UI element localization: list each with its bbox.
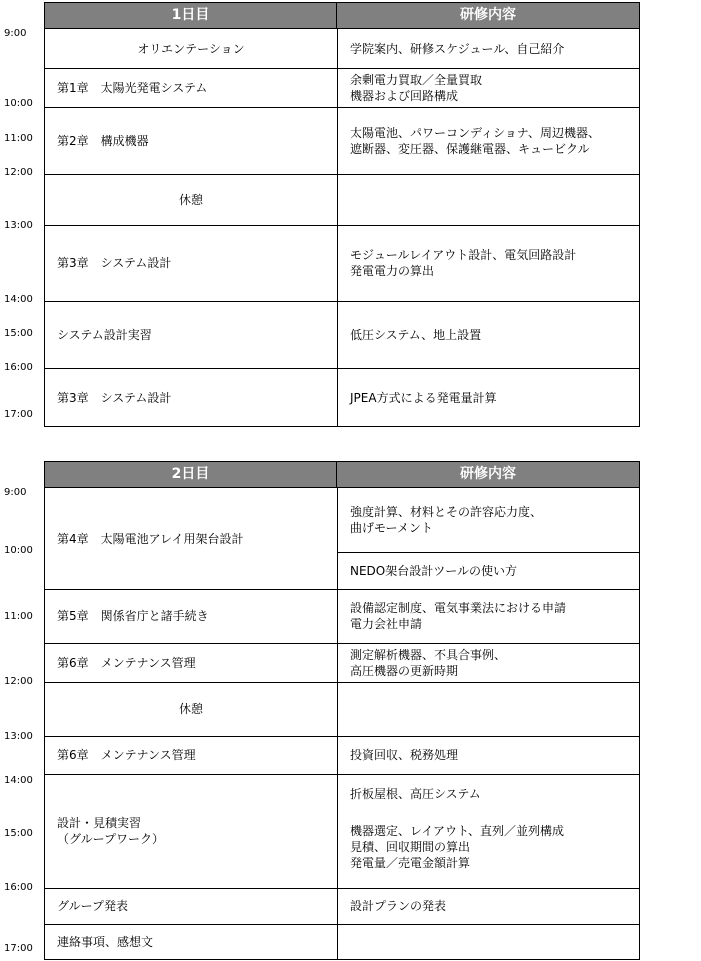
day1-header-row: [45, 3, 639, 29]
day1-row-2-content: 余剰電力買取／全量買取 機器および回路構成: [350, 72, 483, 103]
day2-time-label: 11:00: [4, 611, 33, 622]
day2-header-row: [45, 462, 639, 488]
day1-row-6-topic: システム設計実習: [57, 327, 152, 342]
day2-row-1-content-b: NEDO架台設計ツールの使い方: [350, 563, 518, 578]
day2-time-label: 15:00: [4, 828, 33, 839]
day1-time-label: 10:00: [4, 98, 33, 109]
day2-row-4-topic: 休憩: [178, 702, 203, 716]
day1-row-6-content: 低圧システム、地上設置: [350, 327, 482, 342]
day2-row-3-topic: 第6章 メンテナンス管理: [57, 655, 196, 670]
day2-row-5-content: 投資回収、税務処理: [350, 748, 459, 762]
day2-row-7-topic: グループ発表: [57, 899, 129, 913]
day2-row-6-content-a: 折板屋根、高圧システム: [350, 787, 481, 801]
day1-time-label: 12:00: [4, 167, 33, 178]
day1-row-3-content: 太陽電池、パワーコンディショナ、周辺機器、 遮断器、変圧器、保護継電器、キュービクル: [350, 125, 600, 156]
day1-time-label: 15:00: [4, 328, 33, 339]
day2-time-label: 10:00: [4, 545, 33, 556]
day2-header-day: 2日目: [45, 462, 337, 487]
day1-row-5-topic: 第3章 システム設計: [57, 256, 172, 270]
day2-time-label: 13:00: [4, 731, 33, 742]
day1-row-4-topic: 休憩: [178, 192, 203, 207]
day2-time-label: 12:00: [4, 676, 33, 687]
day2-row-6-topic: 設計・見積実習 （グループワーク）: [57, 816, 165, 846]
day2-row-3-content: 測定解析機器、不具合事例、 高圧機器の更新時期: [350, 647, 507, 678]
day2-schedule-table: [44, 461, 640, 960]
day2-row-1-topic: 第4章 太陽電池アレイ用架台設計: [57, 531, 244, 546]
day2-header-content: 研修内容: [460, 466, 516, 482]
day1-header-day: 1日目: [45, 3, 337, 28]
day2-row-1-content-a: 強度計算、材料とその許容応力度、 曲げモーメント: [350, 505, 543, 535]
day1-time-label: 16:00: [4, 362, 33, 373]
day1-time-label: 14:00: [4, 294, 33, 305]
day2-row-2-topic: 第5章 関係省庁と諸手続き: [57, 609, 209, 623]
day1-row-7-content: JPEA方式による発電量計算: [350, 390, 497, 405]
day1-row-1-topic: オリエンテーション: [137, 41, 245, 56]
day1-row-3-topic: 第2章 構成機器: [57, 133, 149, 148]
day1-time-label: 9:00: [4, 28, 27, 39]
day2-row-7-content: 設計プランの発表: [350, 899, 447, 913]
day1-time-label: 17:00: [4, 409, 33, 420]
day1-time-label: 11:00: [4, 133, 33, 144]
day1-row-1-content: 学院案内、研修スケジュール、自己紹介: [350, 41, 565, 56]
day1-schedule-table: [44, 2, 640, 427]
day1-header-content: 研修内容: [460, 7, 516, 23]
day1-row-7-topic: 第3章 システム設計: [57, 390, 172, 405]
day2-time-label: 9:00: [4, 487, 27, 498]
day2-row-8-topic: 連絡事項、感想文: [57, 935, 154, 949]
day2-time-label: 14:00: [4, 775, 33, 786]
day2-time-label: 17:00: [4, 943, 33, 954]
day2-time-label: 16:00: [4, 882, 33, 893]
day1-row-2-topic: 第1章 太陽光発電システム: [57, 80, 208, 95]
day2-row-2-content: 設備認定制度、電気事業法における申請 電力会社申請: [350, 601, 567, 631]
day2-row-5-topic: 第6章 メンテナンス管理: [57, 748, 196, 762]
day1-time-label: 13:00: [4, 220, 33, 231]
day1-row-5-content: モジュールレイアウト設計、電気回路設計 発電電力の算出: [350, 248, 577, 278]
day2-row-6-content-b: 機器選定、レイアウト、直列／並列構成 見積、回収期間の算出 発電量／売電金額計算: [350, 824, 564, 870]
